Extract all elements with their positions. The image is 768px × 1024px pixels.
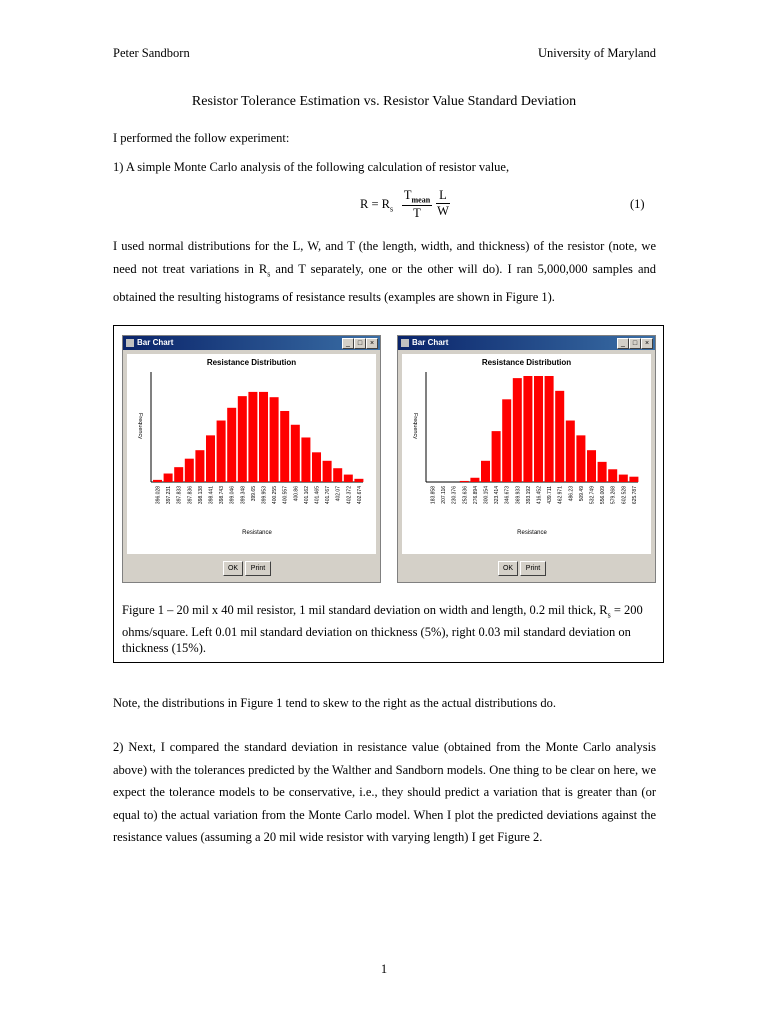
histogram-bar [227, 408, 236, 482]
left-window-titlebar: Bar Chart _ □ × [123, 336, 380, 350]
maximize-icon[interactable]: □ [354, 338, 366, 349]
x-tick-label: 396.028 [155, 486, 162, 505]
eq-fraction-l: L W [437, 188, 449, 218]
x-tick-label: 462.971 [557, 486, 564, 505]
chart-title: Resistance Distribution [481, 358, 572, 367]
maximize-icon[interactable]: □ [629, 338, 641, 349]
x-tick-label: 398.743 [219, 486, 226, 505]
right-window-titlebar: Bar Chart _ □ × [398, 336, 655, 350]
x-tick-label: 602.528 [621, 486, 628, 505]
histogram-bar [502, 399, 511, 482]
x-tick-label: 300.154 [483, 486, 490, 505]
histogram-bar [460, 481, 469, 482]
histogram-bar [333, 468, 342, 482]
x-tick-label: 398.138 [197, 486, 204, 505]
x-tick-label: 399.953 [261, 486, 268, 505]
x-tick-label: 207.116 [441, 486, 448, 504]
right-chart-svg [402, 354, 651, 554]
histogram-bar [545, 376, 554, 482]
x-tick-label: 399.348 [240, 486, 247, 505]
figure-1 [113, 325, 664, 663]
histogram-bar [217, 421, 226, 482]
histogram-bar [195, 450, 204, 482]
right-chart-window [397, 335, 656, 583]
x-tick-label: 486.23 [568, 486, 575, 502]
x-tick-label: 397.833 [176, 486, 183, 505]
x-tick-label: 400.255 [272, 486, 279, 505]
header-institution: University of Maryland [537, 46, 656, 60]
x-axis-label: Resistance [517, 530, 547, 536]
histogram-bar [323, 461, 332, 482]
histogram-bar [354, 479, 363, 482]
print-button[interactable]: Print [245, 561, 271, 576]
x-axis-label: Resistance [242, 530, 272, 536]
histogram-bar [344, 475, 353, 482]
histogram-bar [301, 437, 310, 482]
left-chart-window [122, 335, 381, 583]
histogram-bar [185, 459, 194, 482]
x-tick-label: 397.231 [166, 486, 173, 505]
histogram-bar [608, 469, 617, 482]
close-icon[interactable]: × [641, 338, 653, 349]
minimize-icon[interactable]: _ [617, 338, 629, 349]
step1-text: 1) A simple Monte Carlo analysis of the following calculation of resistor value, [113, 160, 510, 174]
histogram-bar [534, 376, 543, 482]
note-text: Note, the distributions in Figure 1 tend to skew to the right as the actual distributions do. [113, 696, 556, 710]
histogram-bar [587, 450, 596, 482]
histogram-bar [174, 467, 183, 482]
histogram-bar [523, 376, 532, 482]
histogram-bar [470, 478, 479, 482]
histogram-bar [576, 435, 585, 482]
histogram-bar [481, 461, 490, 482]
y-axis-label: Frequency [137, 413, 143, 439]
histogram-bar [513, 378, 522, 482]
intro-text: I performed the follow experiment: [113, 131, 290, 145]
histogram-bar [206, 435, 215, 482]
histogram-bar [238, 396, 247, 482]
histogram-bar [280, 411, 289, 482]
x-tick-label: 393.192 [525, 486, 532, 505]
x-tick-label: 230.376 [451, 486, 458, 505]
histogram-bar [555, 391, 564, 482]
x-tick-label: 402.372 [346, 486, 353, 505]
histogram-bar [259, 392, 268, 482]
paragraph-2: 2) Next, I compared the standard deviation in resistance value (obtained from the Monte Carlo analysis above) with the tolerances predicted by the Walther and Sandborn models. One thing to be clear on here, we expect the tolerance models to be conservative, i.e., they should predict a variation that is greater than (or equal to) the actual variation from the Monte Carlo model. When I plot the predicted deviations against the resistance values (assuming a 20 mil wide resistor with varying length) I get Figure 2. [113, 740, 656, 844]
left-chart-plot [127, 354, 376, 554]
x-tick-label: 416.452 [536, 486, 543, 505]
x-tick-label: 579.268 [610, 486, 617, 505]
histogram-bar [598, 462, 607, 482]
histogram-bar [248, 392, 257, 482]
histogram-bar [629, 477, 638, 482]
equation [360, 188, 460, 224]
app-icon [401, 339, 409, 347]
y-axis-label: Frequency [412, 413, 418, 439]
x-tick-label: 346.673 [504, 486, 511, 505]
x-tick-label: 400.557 [282, 486, 289, 505]
x-tick-label: 556.009 [600, 486, 607, 505]
x-tick-label: 625.787 [631, 486, 638, 505]
eq-fraction-t: $T_{mean}$ T [403, 188, 431, 220]
x-tick-label: 401.465 [314, 486, 321, 505]
histogram-bar [291, 425, 300, 482]
left-chart-svg [127, 354, 376, 554]
page-title: Resistor Tolerance Estimation vs. Resistor Value Standard Deviation [191, 94, 577, 109]
x-tick-label: 369.933 [515, 486, 522, 505]
histogram-bar [164, 474, 173, 482]
figure-caption: Figure 1 – 20 mil x 40 mil resistor, 1 mil standard deviation on width and length, 0.2 mil thick, $R_s = 200$ ohms/square. Left 0.01 mil standard deviation on thickness (5%), right 0.03 mil standard deviation on thickness (15%). [122, 603, 643, 655]
histogram-bar [312, 452, 321, 482]
x-tick-label: 323.414 [494, 486, 501, 505]
histogram-bar [566, 421, 575, 482]
x-tick-label: 399.65 [250, 486, 257, 502]
x-tick-label: 402.674 [356, 486, 363, 505]
x-tick-label: 398.441 [208, 486, 215, 505]
close-icon[interactable]: × [366, 338, 378, 349]
right-chart-plot [402, 354, 651, 554]
x-tick-label: 401.767 [325, 486, 332, 505]
ok-button[interactable]: OK [223, 561, 243, 576]
histogram-bar [153, 480, 162, 482]
chart-title: Resistance Distribution [206, 358, 297, 367]
x-tick-label: 397.836 [187, 486, 194, 505]
print-button[interactable]: Print [520, 561, 546, 576]
app-icon [126, 339, 134, 347]
x-tick-label: 439.711 [547, 486, 554, 504]
x-tick-label: 509.49 [578, 486, 585, 502]
x-tick-label: 276.894 [472, 486, 479, 505]
x-tick-label: 253.636 [462, 486, 469, 505]
histogram-bar [619, 475, 628, 482]
ok-button[interactable]: OK [498, 561, 518, 576]
eq-lhs: $R = R_s$ [360, 197, 394, 214]
x-tick-label: 400.86 [293, 486, 300, 502]
minimize-icon[interactable]: _ [342, 338, 354, 349]
histogram-bar [492, 431, 501, 482]
x-tick-label: 399.046 [229, 486, 236, 505]
histogram-bar [270, 397, 279, 482]
x-tick-label: 402.07 [335, 486, 342, 502]
header-author: Peter Sandborn [113, 46, 190, 60]
page-number: 1 [380, 962, 388, 976]
x-tick-label: 532.749 [589, 486, 596, 505]
x-tick-label: 401.162 [303, 486, 310, 505]
equation-number: (1) [630, 197, 645, 211]
paragraph-1: I used normal distributions for the L, W, and T (the length, width, and thickness) of the resistor (note, we need not treat variations in $R_s$ and T separately, one or the other will do). I ran 5,000,000 samples and obtained the resulting histograms of resistance results (examples are shown in Figure 1). [113, 239, 656, 304]
x-tick-label: 183.858 [430, 486, 437, 505]
